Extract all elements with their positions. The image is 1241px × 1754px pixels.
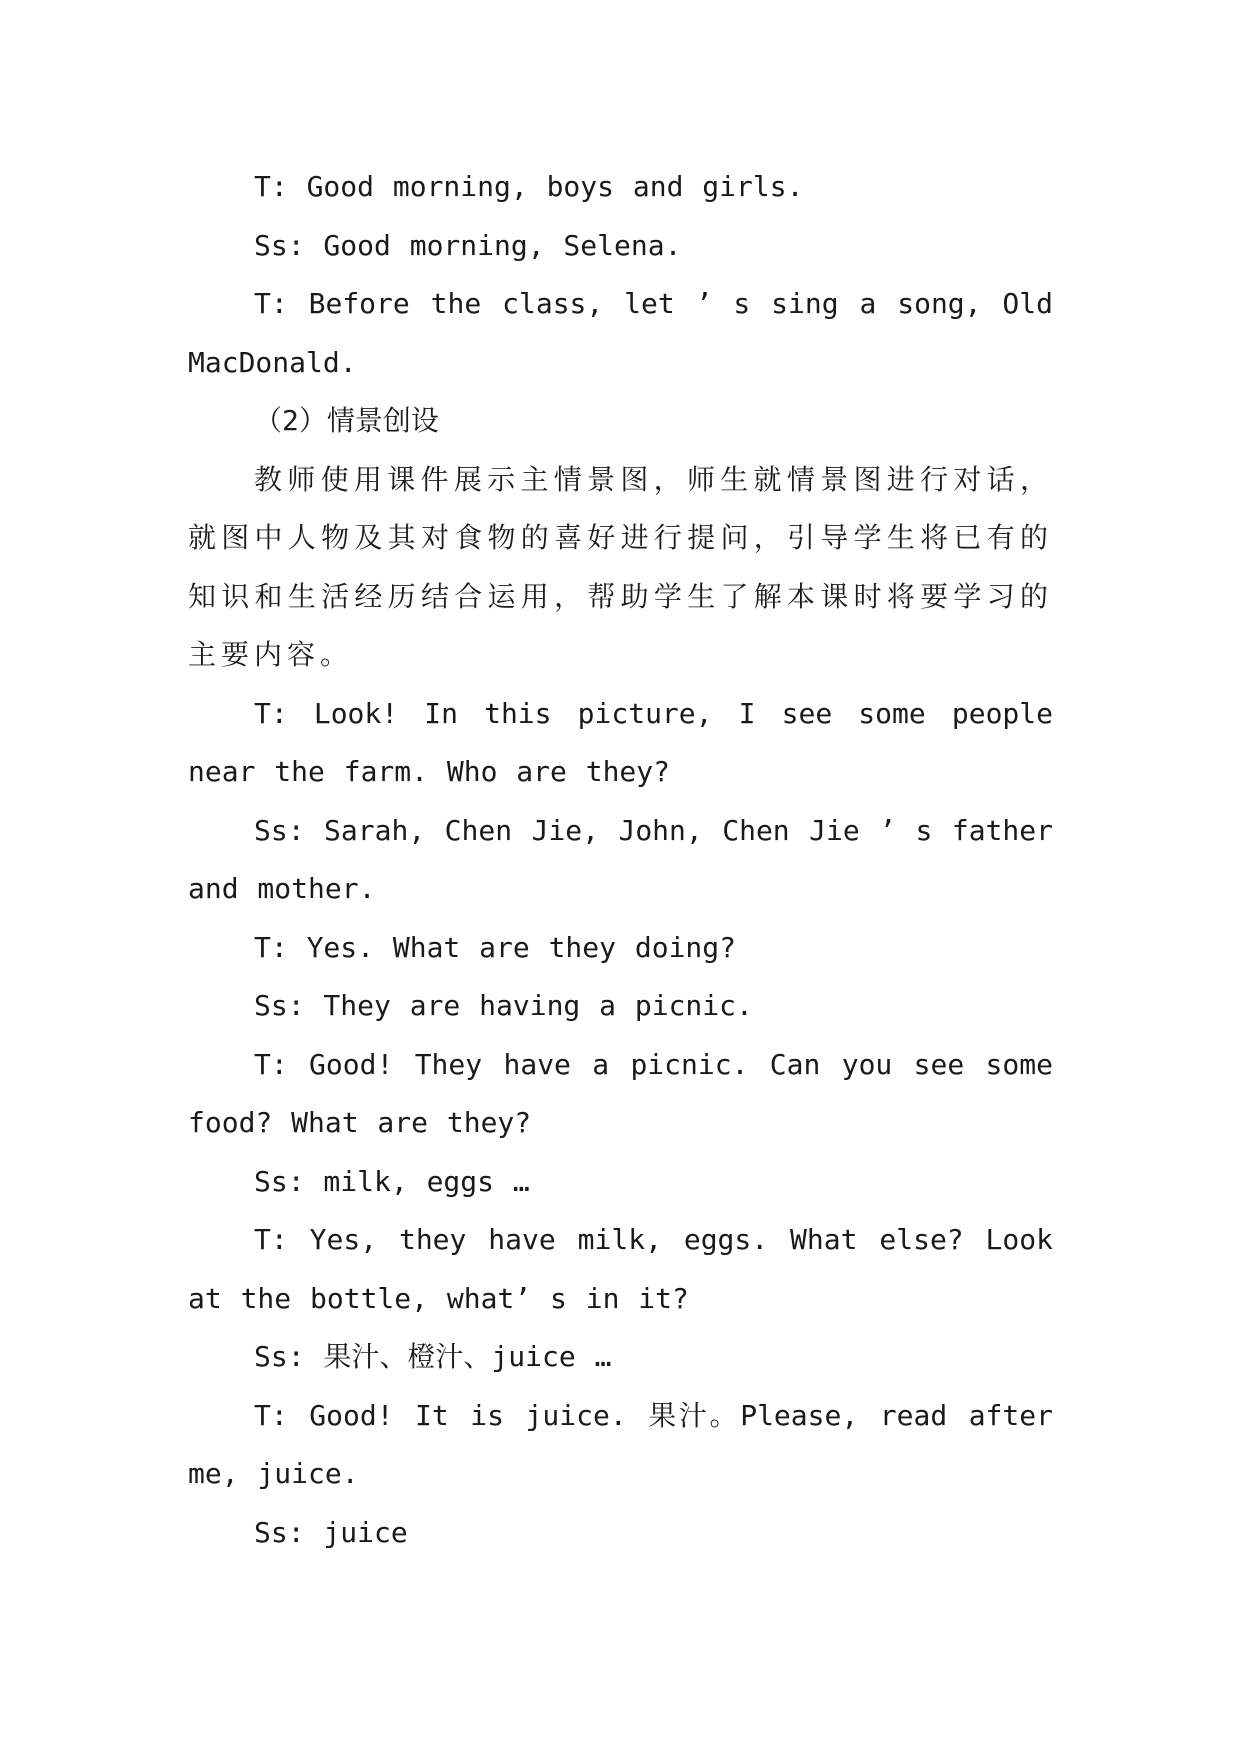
dialogue-line: T: Yes, they have milk, eggs. What else? Look at the bottle, what’ s in it? <box>188 1223 1053 1315</box>
dialogue-line: T: Yes. What are they doing? <box>254 930 737 964</box>
dialogue-line: T: Look! In this picture, I see some people near the farm. Who are they? <box>188 696 1053 788</box>
document-body <box>188 158 1053 1562</box>
dialogue-line: Ss: Good morning, Selena. <box>254 228 682 262</box>
dialogue-line: Ss: juice <box>254 1515 408 1549</box>
dialogue-line: T: Before the class, let ’ s sing a song, Old MacDonald. <box>188 287 1053 379</box>
dialogue-line: T: Good! They have a picnic. Can you see some food? What are they? <box>188 1047 1053 1139</box>
dialogue-line: Ss: 果汁、橙汁、juice … <box>254 1340 612 1373</box>
dialogue-line: Ss: They are having a picnic. <box>254 989 753 1022</box>
dialogue-line: Ss: milk, eggs … <box>254 1164 530 1198</box>
dialogue-line: T: Good! It is juice. 果汁。Please, read after me, juice. <box>188 1398 1053 1490</box>
section-heading: （2）情景创设 <box>254 404 439 437</box>
dialogue-line: Ss: Sarah, Chen Jie, John, Chen Jie ’ s father and mother. <box>188 813 1053 905</box>
dialogue-line: T: Good morning, boys and girls. <box>254 170 804 203</box>
body-paragraph: 教师使用课件展示主情景图，师生就情景图进行对话，就图中人物及其对食物的喜好进行提问，引导学生将已有的知识和生活经历结合运用，帮助学生了解本课时将要学习的主要内容。 <box>188 462 1053 671</box>
